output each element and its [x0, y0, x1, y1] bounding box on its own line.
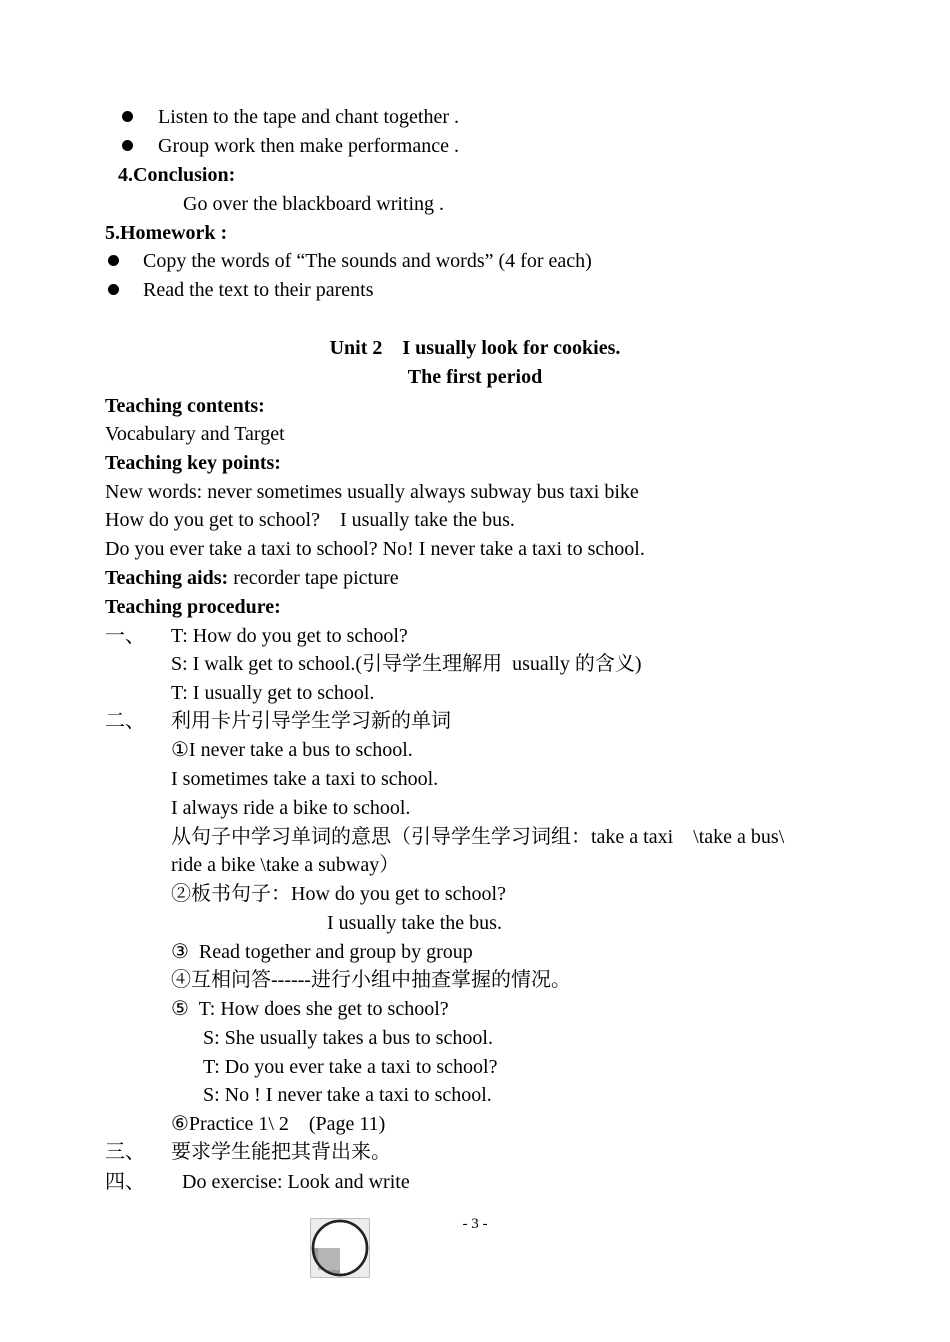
procedure-line: ⑤ T: How does she get to school?: [171, 998, 449, 1020]
conclusion-heading: 4.Conclusion:: [118, 164, 236, 186]
procedure-line: S: I walk get to school.(引导学生理解用 usually 的含义): [171, 653, 642, 675]
aids-line: [105, 566, 399, 590]
period-title: The first period: [407, 366, 543, 388]
procedure-line: I always ride a bike to school.: [171, 797, 411, 819]
section-number: 一、: [105, 625, 145, 647]
procedure-line: T: I usually get to school.: [171, 682, 375, 704]
procedure-line: Do exercise: Look and write: [182, 1171, 410, 1193]
procedure-line: S: No ! I never take a taxi to school.: [203, 1084, 492, 1106]
section-number: 三、: [105, 1141, 145, 1163]
bullet-dot: [122, 140, 133, 151]
contents-text: Vocabulary and Target: [105, 423, 285, 445]
bullet-item: Group work then make performance .: [158, 135, 459, 157]
section-number: 二、: [105, 710, 145, 732]
unit-title: Unit 2 I usually look for cookies.: [329, 337, 621, 359]
procedure-line: T: How do you get to school?: [171, 625, 408, 647]
logo-graphic: [311, 1219, 369, 1277]
key-points-label: Teaching key points:: [105, 452, 281, 474]
bullet-item: Listen to the tape and chant together .: [158, 106, 460, 128]
procedure-line: S: She usually takes a bus to school.: [203, 1027, 493, 1049]
contents-label: Teaching contents:: [105, 395, 265, 417]
key-point-line: New words: never sometimes usually always subway bus taxi bike: [105, 481, 639, 503]
procedure-line: I usually take the bus.: [327, 912, 502, 934]
procedure-line: ②板书句子：How do you get to school?: [171, 883, 506, 905]
aids-label: Teaching aids:: [105, 567, 229, 589]
procedure-line: ④互相问答------进行小组中抽查掌握的情况。: [171, 969, 571, 991]
procedure-line: I sometimes take a taxi to school.: [171, 768, 439, 790]
bullet-dot: [108, 284, 119, 295]
page-number: - 3 -: [462, 1216, 488, 1232]
procedure-line: 要求学生能把其背出来。: [171, 1141, 391, 1163]
procedure-label: Teaching procedure:: [105, 596, 281, 618]
homework-item: Read the text to their parents: [143, 279, 374, 301]
procedure-line: 从句子中学习单词的意思（引导学生学习词组：take a taxi \take a bus\: [171, 826, 785, 848]
bullet-dot: [122, 111, 133, 122]
aids-text: recorder tape picture: [228, 567, 399, 589]
homework-item: Copy the words of “The sounds and words” (4 for each): [143, 250, 592, 272]
conclusion-text: Go over the blackboard writing .: [183, 193, 445, 215]
key-point-line: How do you get to school? I usually take the bus.: [105, 509, 515, 531]
bullet-dot: [108, 255, 119, 266]
procedure-line: 利用卡片引导学生学习新的单词: [171, 710, 451, 732]
logo-icon: [310, 1218, 370, 1278]
homework-heading: 5.Homework :: [105, 222, 228, 244]
key-point-line: Do you ever take a taxi to school? No! I never take a taxi to school.: [105, 538, 645, 560]
procedure-line: ⑥Practice 1\ 2 (Page 11): [171, 1113, 386, 1135]
section-number: 四、: [105, 1171, 145, 1193]
procedure-line: ③ Read together and group by group: [171, 941, 473, 963]
procedure-line: T: Do you ever take a taxi to school?: [203, 1056, 498, 1078]
procedure-line: ride a bike \take a subway）: [171, 854, 400, 876]
procedure-line: ①I never take a bus to school.: [171, 739, 413, 761]
